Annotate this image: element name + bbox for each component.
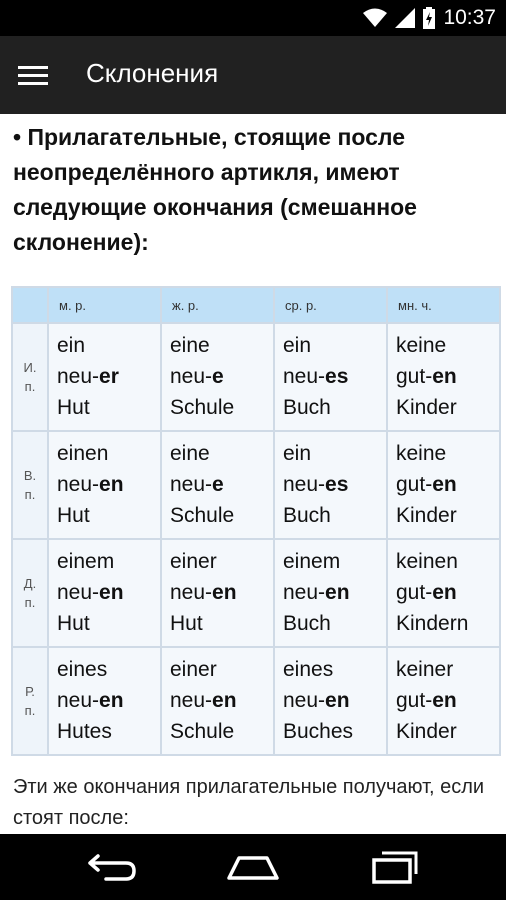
table-cell: ein neu-es Buch: [274, 431, 387, 539]
case-label: В. п.: [12, 431, 48, 539]
table-cell: keine gut-en Kinder: [387, 323, 500, 431]
table-cell: keinen gut-en Kindern: [387, 539, 500, 647]
table-header-row: [12, 287, 500, 323]
table-cell: keiner gut-en Kinder: [387, 647, 500, 755]
table-header-neuter: ср. р.: [274, 287, 387, 323]
table-row: [12, 431, 500, 539]
table-cell: einen neu-en Hut: [48, 431, 161, 539]
table-cell: eines neu-en Buches: [274, 647, 387, 755]
app-bar: [0, 36, 506, 114]
body-text: Эти же окончания прилагательные получают, если стоят после:: [13, 776, 485, 829]
hamburger-menu-icon[interactable]: [18, 58, 58, 92]
table-cell: eine neu-e Schule: [161, 323, 274, 431]
table-cell: einer neu-en Hut: [161, 539, 274, 647]
table-header-plural: мн. ч.: [387, 287, 500, 323]
battery-charging-icon: [423, 7, 435, 29]
case-label: Р. п.: [12, 647, 48, 755]
section-heading: • Прилагательные, стоящие после неопределённого артикля, имеют следующие окончания (смешанное склонение):: [13, 124, 417, 255]
table-header-feminine: ж. р.: [161, 287, 274, 323]
table-cell: eine neu-e Schule: [161, 431, 274, 539]
signal-icon: [395, 8, 415, 28]
table-cell: ein neu-er Hut: [48, 323, 161, 431]
app-title: Склонения: [86, 58, 219, 88]
table-cell: einem neu-en Hut: [48, 539, 161, 647]
table-cell: einem neu-en Buch: [274, 539, 387, 647]
case-label: И. п.: [12, 323, 48, 431]
table-cell: ein neu-es Buch: [274, 323, 387, 431]
case-label: Д. п.: [12, 539, 48, 647]
table-row: [12, 539, 500, 647]
status-time: 10:37: [443, 6, 496, 29]
table-header-masculine: м. р.: [48, 287, 161, 323]
table-row: [12, 323, 500, 431]
table-cell: keine gut-en Kinder: [387, 431, 500, 539]
recent-apps-icon[interactable]: [364, 848, 424, 886]
home-icon[interactable]: [223, 848, 283, 886]
content-area[interactable]: [0, 114, 506, 834]
status-bar: [0, 0, 506, 36]
navigation-bar: [0, 834, 506, 900]
declension-table: [11, 286, 501, 756]
back-icon[interactable]: [82, 848, 142, 886]
table-row: [12, 647, 500, 755]
table-header-corner: [12, 287, 48, 323]
status-icons: [363, 4, 496, 32]
table-cell: eines neu-en Hutes: [48, 647, 161, 755]
wifi-icon: [363, 8, 387, 28]
table-cell: einer neu-en Schule: [161, 647, 274, 755]
